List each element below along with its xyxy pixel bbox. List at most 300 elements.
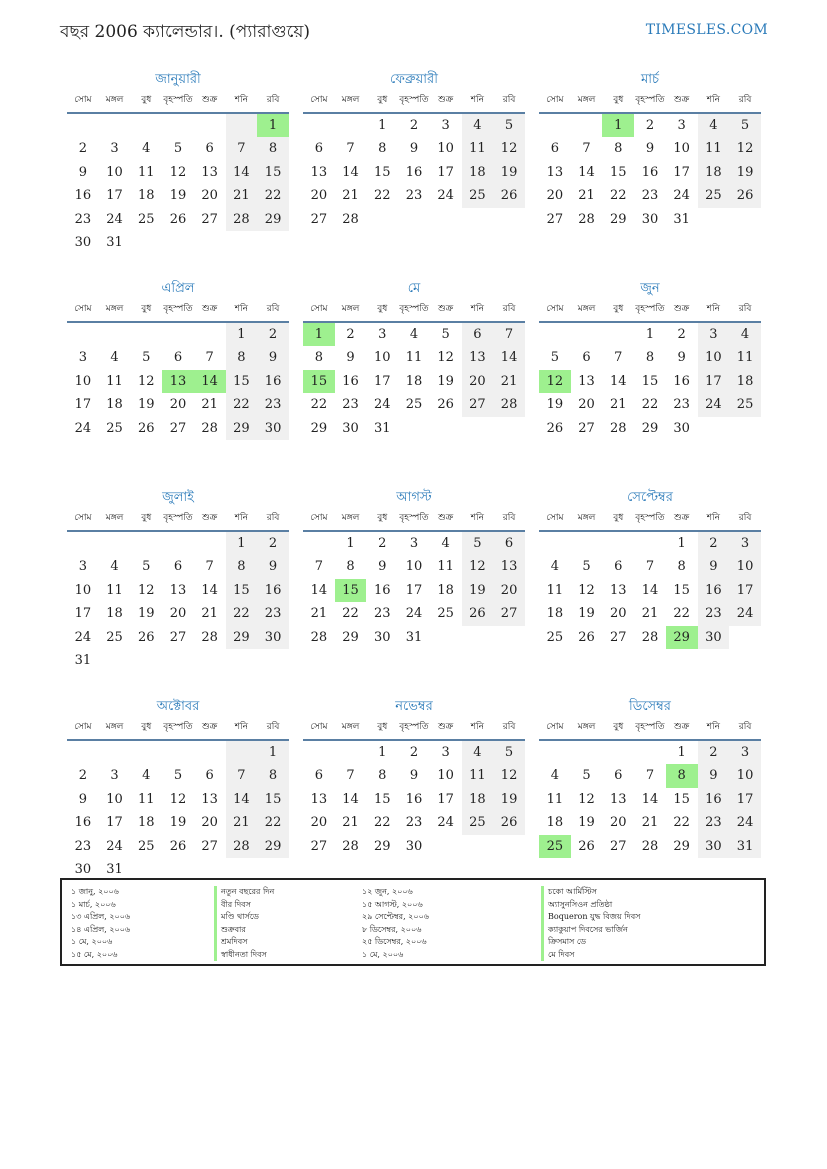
- day-cell: 13: [201, 164, 218, 180]
- day-cell: 25: [137, 838, 155, 854]
- weekday-label: রবি: [502, 722, 516, 732]
- day-grid: [539, 323, 761, 440]
- day-cell: 4: [462, 741, 494, 764]
- day-cell: 18: [106, 606, 123, 622]
- legend-date: ১২ জুন, ২০০৬: [362, 887, 413, 896]
- weekday-label: বুধ: [141, 513, 152, 523]
- weekday-label: সোম: [74, 513, 92, 523]
- weekday-label: শুক্র: [674, 722, 690, 732]
- weekday-label: রবি: [502, 513, 516, 523]
- day-cell: 5: [582, 768, 591, 784]
- weekday-label: সোম: [546, 95, 564, 105]
- day-cell: 2: [698, 741, 730, 764]
- holiday-day-cell: 8: [666, 764, 698, 787]
- day-cell: 15: [226, 579, 258, 602]
- legend-date: ১ মে, ২০০৬: [71, 937, 113, 946]
- day-cell: 7: [314, 559, 323, 575]
- empty-day-cell: [226, 114, 258, 137]
- weekday-label: শুক্র: [674, 95, 690, 105]
- day-cell: 3: [409, 536, 419, 551]
- day-cell: 22: [226, 602, 258, 625]
- day-cell: 7: [346, 141, 355, 157]
- day-cell: 7: [645, 559, 655, 575]
- day-cell: 2: [378, 536, 387, 551]
- day-cell: 3: [441, 118, 450, 133]
- day-cell: 4: [729, 323, 761, 346]
- weekday-label: সোম: [310, 95, 328, 105]
- day-cell: 25: [462, 184, 494, 207]
- day-cell: 1: [645, 327, 655, 342]
- day-cell: 28: [578, 211, 595, 227]
- empty-day-cell: [99, 741, 131, 764]
- day-cell: 27: [169, 629, 187, 645]
- day-cell: 11: [546, 791, 564, 807]
- empty-day-cell: [67, 532, 99, 555]
- day-cell: 6: [462, 323, 494, 346]
- day-cell: 7: [205, 350, 214, 366]
- day-cell: 29: [226, 626, 258, 649]
- day-cell: 29: [373, 838, 391, 854]
- day-cell: 31: [405, 629, 423, 645]
- weekday-label: বৃহস্পতি: [399, 95, 429, 105]
- day-cell: 30: [698, 626, 730, 649]
- day-cell: 25: [437, 606, 454, 622]
- day-cell: 18: [546, 815, 564, 831]
- day-cell: 22: [673, 815, 690, 831]
- day-cell: 12: [729, 137, 761, 160]
- day-cell: 9: [346, 350, 355, 366]
- day-cell: 3: [110, 768, 119, 784]
- day-cell: 17: [74, 397, 92, 413]
- day-cell: 26: [137, 420, 155, 436]
- legend-holiday-name: মণ্ডি থার্সডে: [214, 911, 274, 924]
- day-cell: 28: [641, 629, 659, 645]
- holiday-day-cell: 12: [539, 370, 571, 393]
- day-cell: 6: [173, 559, 183, 575]
- month-name: মে: [407, 281, 421, 296]
- day-cell: 11: [698, 137, 730, 160]
- day-cell: 30: [405, 838, 423, 854]
- day-cell: 18: [405, 373, 423, 389]
- day-cell: 30: [342, 420, 359, 436]
- day-cell: 19: [546, 397, 564, 413]
- day-cell: 12: [169, 164, 187, 180]
- day-cell: 1: [378, 118, 387, 133]
- day-cell: 5: [729, 114, 761, 137]
- month-name: ডিসেম্বর: [629, 699, 671, 714]
- empty-day-cell: [67, 741, 99, 764]
- legend-dates-col1: [71, 886, 130, 961]
- day-cell: 8: [314, 350, 323, 366]
- day-cell: 14: [342, 164, 359, 180]
- day-cell: 5: [493, 114, 525, 137]
- weekday-label: বৃহস্পতি: [635, 304, 665, 314]
- day-cell: 12: [169, 791, 187, 807]
- day-cell: 1: [378, 745, 387, 760]
- day-cell: 21: [578, 188, 595, 204]
- empty-day-cell: [130, 323, 162, 346]
- legend-holiday-name: শুক্রবার: [214, 924, 274, 937]
- day-cell: 28: [342, 211, 359, 227]
- day-cell: 5: [550, 350, 559, 366]
- weekday-label: শনি: [470, 513, 484, 523]
- day-cell: 24: [437, 188, 454, 204]
- day-cell: 27: [609, 629, 627, 645]
- day-cell: 30: [641, 211, 659, 227]
- day-cell: 9: [698, 764, 730, 787]
- weekday-label: শনি: [470, 95, 484, 105]
- weekday-label: সোম: [310, 304, 328, 314]
- weekday-header: [303, 716, 525, 741]
- month-september: [539, 488, 761, 675]
- day-cell: 28: [201, 420, 218, 436]
- day-cell: 7: [645, 768, 655, 784]
- day-cell: 6: [614, 559, 623, 575]
- weekday-header: [67, 507, 289, 532]
- legend-holiday-name: ক্যাকুয়াপ দিবসের ভার্জিন: [541, 924, 640, 937]
- day-cell: 30: [257, 626, 289, 649]
- day-cell: 9: [409, 768, 419, 784]
- weekday-label: মঙ্গল: [341, 304, 360, 314]
- day-cell: 22: [609, 188, 627, 204]
- weekday-label: বুধ: [141, 95, 152, 105]
- empty-day-cell: [634, 532, 666, 555]
- day-cell: 31: [106, 861, 123, 877]
- day-cell: 25: [546, 629, 564, 645]
- day-cell: 11: [137, 164, 155, 180]
- weekday-label: বুধ: [613, 722, 624, 732]
- weekday-label: বুধ: [613, 95, 624, 105]
- day-cell: 5: [441, 327, 450, 342]
- day-cell: 29: [673, 838, 690, 854]
- brand-link[interactable]: TIMESLES.COM: [645, 22, 768, 38]
- holiday-day-cell: 29: [666, 626, 698, 649]
- empty-day-cell: [571, 741, 603, 764]
- month-march: [539, 70, 761, 257]
- holiday-legend: [60, 878, 766, 966]
- empty-day-cell: [335, 114, 367, 137]
- day-cell: 15: [257, 161, 289, 184]
- day-cell: 5: [462, 532, 494, 555]
- day-cell: 27: [201, 838, 218, 854]
- day-grid: [67, 323, 289, 440]
- day-cell: 13: [609, 791, 627, 807]
- day-cell: 15: [641, 373, 659, 389]
- weekday-header: [303, 507, 525, 532]
- day-cell: 31: [106, 234, 123, 250]
- day-cell: 7: [226, 764, 258, 787]
- day-cell: 10: [74, 582, 92, 598]
- day-cell: 30: [698, 835, 730, 858]
- empty-day-cell: [335, 741, 367, 764]
- day-cell: 5: [142, 350, 151, 366]
- day-cell: 20: [493, 579, 525, 602]
- day-cell: 13: [609, 582, 627, 598]
- day-cell: 19: [137, 606, 155, 622]
- month-name: জানুয়ারী: [155, 72, 201, 87]
- holiday-day-cell: 1: [257, 114, 289, 137]
- day-cell: 23: [74, 211, 92, 227]
- day-cell: 27: [310, 838, 328, 854]
- holiday-day-cell: 1: [602, 114, 634, 137]
- day-cell: 18: [729, 370, 761, 393]
- day-grid: [303, 114, 525, 231]
- month-name: মার্চ: [640, 72, 659, 87]
- day-cell: 31: [673, 211, 690, 227]
- day-cell: 25: [698, 184, 730, 207]
- day-grid: [303, 532, 525, 649]
- day-cell: 22: [257, 811, 289, 834]
- weekday-label: মঙ্গল: [341, 95, 360, 105]
- day-cell: 29: [226, 417, 258, 440]
- day-cell: 23: [257, 393, 289, 416]
- empty-day-cell: [99, 114, 131, 137]
- weekday-label: শুক্র: [438, 95, 454, 105]
- day-cell: 4: [409, 327, 419, 342]
- day-cell: 28: [226, 208, 258, 231]
- empty-day-cell: [571, 323, 603, 346]
- day-cell: 26: [578, 629, 595, 645]
- day-cell: 28: [201, 629, 218, 645]
- empty-day-cell: [162, 323, 194, 346]
- weekday-label: বৃহস্পতি: [399, 722, 429, 732]
- day-grid: [539, 532, 761, 649]
- weekday-label: বুধ: [613, 513, 624, 523]
- day-cell: 14: [609, 373, 627, 389]
- day-cell: 4: [110, 559, 119, 575]
- holiday-day-cell: 14: [194, 370, 226, 393]
- day-cell: 3: [78, 350, 87, 366]
- day-cell: 13: [201, 791, 218, 807]
- day-cell: 28: [609, 420, 627, 436]
- day-cell: 2: [677, 327, 686, 342]
- day-cell: 3: [698, 323, 730, 346]
- day-cell: 31: [373, 420, 391, 436]
- weekday-label: বুধ: [377, 304, 388, 314]
- day-cell: 12: [437, 350, 454, 366]
- day-cell: 12: [462, 555, 494, 578]
- weekday-label: বৃহস্পতি: [399, 304, 429, 314]
- day-cell: 4: [110, 350, 119, 366]
- day-cell: 30: [74, 861, 92, 877]
- legend-date: ১৫ মে, ২০০৬: [71, 949, 118, 959]
- weekday-label: সোম: [74, 722, 92, 732]
- month-november: [303, 697, 525, 884]
- day-cell: 7: [614, 350, 623, 366]
- day-cell: 21: [342, 188, 359, 204]
- month-july: [67, 488, 289, 675]
- day-cell: 16: [698, 788, 730, 811]
- day-cell: 19: [462, 579, 494, 602]
- day-cell: 17: [729, 579, 761, 602]
- empty-day-cell: [571, 114, 603, 137]
- day-cell: 3: [677, 118, 686, 133]
- weekday-label: শনি: [234, 95, 248, 105]
- day-cell: 6: [205, 141, 214, 157]
- day-cell: 11: [437, 559, 454, 575]
- legend-date: ১৫ আগস্ট, ২০০৬: [362, 899, 423, 909]
- day-cell: 17: [106, 188, 123, 204]
- weekday-label: শুক্র: [202, 513, 218, 523]
- day-cell: 26: [493, 184, 525, 207]
- day-cell: 21: [201, 397, 218, 413]
- day-cell: 2: [698, 532, 730, 555]
- day-cell: 24: [698, 393, 730, 416]
- day-cell: 17: [729, 788, 761, 811]
- day-cell: 31: [729, 835, 761, 858]
- weekday-label: শনি: [234, 722, 248, 732]
- day-cell: 2: [257, 532, 289, 555]
- day-cell: 16: [698, 579, 730, 602]
- day-cell: 10: [729, 555, 761, 578]
- day-cell: 18: [106, 397, 123, 413]
- weekday-label: শুক্র: [438, 304, 454, 314]
- day-cell: 18: [437, 582, 454, 598]
- day-cell: 27: [169, 420, 187, 436]
- empty-day-cell: [194, 532, 226, 555]
- day-cell: 20: [169, 606, 187, 622]
- empty-day-cell: [602, 532, 634, 555]
- day-cell: 1: [677, 745, 686, 760]
- weekday-label: রবি: [738, 304, 752, 314]
- weekday-header: [539, 89, 761, 114]
- day-cell: 26: [493, 811, 525, 834]
- day-cell: 7: [205, 559, 214, 575]
- day-cell: 27: [546, 211, 564, 227]
- day-cell: 11: [546, 582, 564, 598]
- day-grid: [303, 323, 525, 440]
- day-cell: 29: [641, 420, 659, 436]
- month-name: আগস্ট: [396, 490, 432, 505]
- day-cell: 26: [137, 629, 155, 645]
- day-cell: 25: [462, 811, 494, 834]
- day-cell: 29: [257, 208, 289, 231]
- legend-holiday-name: নতুন বছরের দিন: [214, 886, 274, 899]
- day-cell: 20: [462, 370, 494, 393]
- day-cell: 10: [74, 373, 92, 389]
- day-cell: 4: [462, 114, 494, 137]
- weekday-label: বৃহস্পতি: [163, 304, 193, 314]
- day-cell: 6: [493, 532, 525, 555]
- day-cell: 1: [226, 532, 258, 555]
- weekday-header: [67, 89, 289, 114]
- weekday-header: [539, 298, 761, 323]
- weekday-label: শনি: [470, 304, 484, 314]
- holiday-day-cell: 13: [162, 370, 194, 393]
- day-cell: 12: [493, 137, 525, 160]
- day-cell: 24: [74, 629, 92, 645]
- day-cell: 10: [698, 346, 730, 369]
- day-cell: 15: [609, 164, 627, 180]
- day-cell: 23: [373, 606, 391, 622]
- day-cell: 19: [493, 161, 525, 184]
- day-cell: 16: [405, 164, 423, 180]
- day-cell: 24: [106, 211, 123, 227]
- day-cell: 25: [106, 420, 123, 436]
- day-cell: 18: [546, 606, 564, 622]
- day-cell: 16: [257, 370, 289, 393]
- legend-date: ১৪ এপ্রিল, ২০০৬: [71, 924, 131, 934]
- day-cell: 10: [673, 141, 690, 157]
- day-cell: 6: [173, 350, 183, 366]
- weekday-label: সোম: [74, 95, 92, 105]
- day-cell: 24: [405, 606, 423, 622]
- day-cell: 12: [493, 764, 525, 787]
- month-name: ফেব্রুয়ারী: [390, 72, 438, 87]
- day-cell: 16: [373, 582, 391, 598]
- day-cell: 5: [173, 768, 183, 784]
- empty-day-cell: [162, 114, 194, 137]
- day-cell: 11: [137, 791, 155, 807]
- day-cell: 1: [226, 323, 258, 346]
- weekday-label: বুধ: [141, 722, 152, 732]
- day-cell: 20: [169, 397, 187, 413]
- day-cell: 27: [462, 393, 494, 416]
- legend-names-col2: [541, 886, 640, 961]
- weekday-label: বুধ: [377, 722, 388, 732]
- day-cell: 16: [342, 373, 359, 389]
- day-cell: 6: [205, 768, 214, 784]
- day-cell: 21: [310, 606, 328, 622]
- day-cell: 20: [310, 815, 328, 831]
- day-cell: 11: [462, 137, 494, 160]
- month-name: জুলাই: [162, 490, 194, 505]
- legend-holiday-name: স্বাধীনতা দিবস: [214, 949, 274, 962]
- day-cell: 28: [493, 393, 525, 416]
- day-cell: 6: [314, 768, 323, 784]
- day-cell: 9: [257, 555, 289, 578]
- empty-day-cell: [162, 532, 194, 555]
- day-cell: 21: [201, 606, 218, 622]
- weekday-label: শুক্র: [202, 95, 218, 105]
- day-cell: 6: [582, 350, 591, 366]
- day-cell: 14: [641, 582, 659, 598]
- month-name: অক্টোবর: [156, 699, 200, 714]
- day-cell: 22: [226, 393, 258, 416]
- month-may: [303, 279, 525, 466]
- day-cell: 12: [578, 582, 595, 598]
- day-cell: 24: [729, 811, 761, 834]
- day-cell: 25: [106, 629, 123, 645]
- day-cell: 17: [106, 815, 123, 831]
- holiday-day-cell: 15: [303, 370, 335, 393]
- weekday-label: মঙ্গল: [105, 95, 124, 105]
- empty-day-cell: [99, 532, 131, 555]
- day-cell: 21: [342, 815, 359, 831]
- day-cell: 30: [373, 629, 391, 645]
- empty-day-cell: [602, 741, 634, 764]
- weekday-label: বৃহস্পতি: [399, 513, 429, 523]
- day-cell: 23: [342, 397, 359, 413]
- day-cell: 13: [493, 555, 525, 578]
- day-cell: 23: [698, 811, 730, 834]
- empty-day-cell: [67, 323, 99, 346]
- day-cell: 10: [405, 559, 423, 575]
- day-cell: 26: [578, 838, 595, 854]
- month-august: [303, 488, 525, 675]
- day-cell: 26: [729, 184, 761, 207]
- day-cell: 11: [405, 350, 423, 366]
- empty-day-cell: [303, 114, 335, 137]
- day-cell: 10: [106, 791, 123, 807]
- empty-day-cell: [130, 532, 162, 555]
- day-cell: 31: [74, 652, 92, 668]
- day-cell: 29: [609, 211, 627, 227]
- day-cell: 13: [462, 346, 494, 369]
- day-cell: 20: [201, 815, 218, 831]
- day-cell: 21: [226, 811, 258, 834]
- day-cell: 30: [673, 420, 690, 436]
